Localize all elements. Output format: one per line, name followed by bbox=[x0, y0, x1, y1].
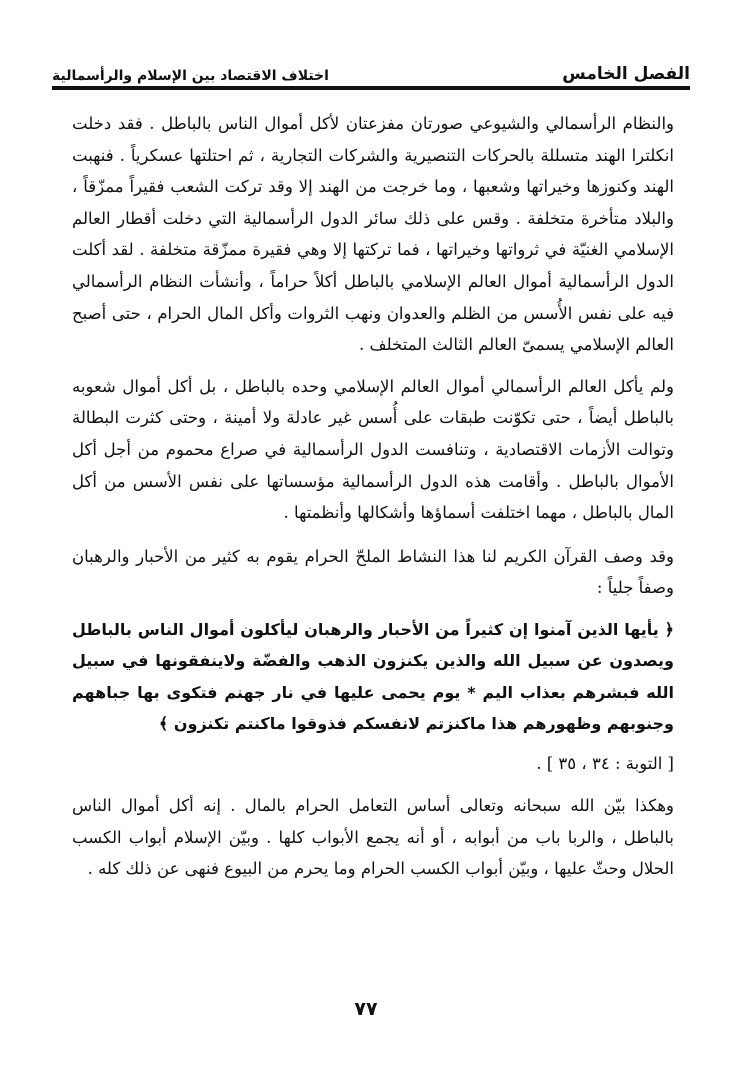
running-header bbox=[52, 46, 690, 84]
page-number: ٧٧ bbox=[354, 998, 378, 1020]
paragraph-4: وهكذا بيّن الله سبحانه وتعالى أساس التعامل الحرام بالمال . إنه أكل أموال الناس بالباطل ، والربا باب من أبوابه ، أو أنه يجمع الأبواب كلها . وبيّن الإسلام أبواب الكسب الحلال وحثّ عليها ، وبيّن أبواب الكسب الحرام وما يحرم من البيوع فنهى عن ذلك كله . bbox=[72, 795, 674, 879]
paragraph-1: والنظام الرأسمالي والشيوعي صورتان مفزعتان لأكل أموال الناس بالباطل . فقد دخلت انكلترا الهند متسللة بالحركات التنصيرية والشركات التجارية ، ثم احتلتها عسكرياً . فنهبت الهند وكنوزها وخيراتها وشعبها ، وما خرجت من الهند إلا وقد تركت الشعب فقيراً ممزّقاً ، والبلاد متأخرة متخلفة . وقس على ذلك سائر الدول الرأسمالية التي دخلت أقطار العالم الإسلامي الغنيّة في ثرواتها وخيراتها ، فما تركتها إلا وهي فقيرة ممزّقة متخلفة . لقد أكلت الدول الرأسمالية أموال العالم الإسلامي بالباطل أكلاً حراماً ، وأنشأت النظام الرأسمالي فيه على نفس الأُسس من الظلم والعدوان ونهب الثروات وأكل المال الحرام ، حتى أصبح العالم الإسلامي يسمىّ العالم الثالث المتخلف . bbox=[72, 114, 674, 355]
quran-quote: ﴿ يأيها الذين آمنوا إن كثيراً من الأحبار والرهبان ليأكلون أموال الناس بالباطل ويصدون عن سبيل الله والذين يكنزون الذهب والفضّة ولاينفقونها في سبيل الله فبشرهم بعذاب اليم * يوم يحمى عليها في نار جهنم فتكوى بها جباههم وجنوبهم وظهورهم هذا ماكنزتم لانفسكم فذوقوا ماكنتم تكنزون ﴾ bbox=[72, 619, 674, 734]
page-body bbox=[72, 108, 674, 885]
chapter-title: الفصل الخامس bbox=[562, 64, 690, 84]
verse-reference: [ التوبة : ٣٤ ، ٣٥ ] . bbox=[536, 753, 674, 773]
paragraph-2: ولم يأكل العالم الرأسمالي أموال العالم الإسلامي وحده بالباطل ، بل أكل أموال شعوبه بالباطل أيضاً ، حتى تكوّنت طبقات على أُسس غير عادلة ولا أمينة ، وحتى كثرت البطالة وتوالت الأزمات الاقتصادية ، وتنافست الدول الرأسمالية في صراع محموم من أجل أكل الأموال بالباطل . وأقامت هذه الدول الرأسمالية مؤسساتها على نفس الأسس من أكل المال بالباطل ، مهما اختلفت أسماؤها وأشكالها وأنظمتها . bbox=[72, 376, 674, 523]
book-title: اختلاف الاقتصاد بين الإسلام والرأسمالية bbox=[52, 68, 329, 84]
header-rule bbox=[52, 86, 690, 90]
paragraph-3: وقد وصف القرآن الكريم لنا هذا النشاط الملحّ الحرام يقوم به كثير من الأحبار والرهبان وصفاً جلياً : bbox=[72, 546, 674, 598]
